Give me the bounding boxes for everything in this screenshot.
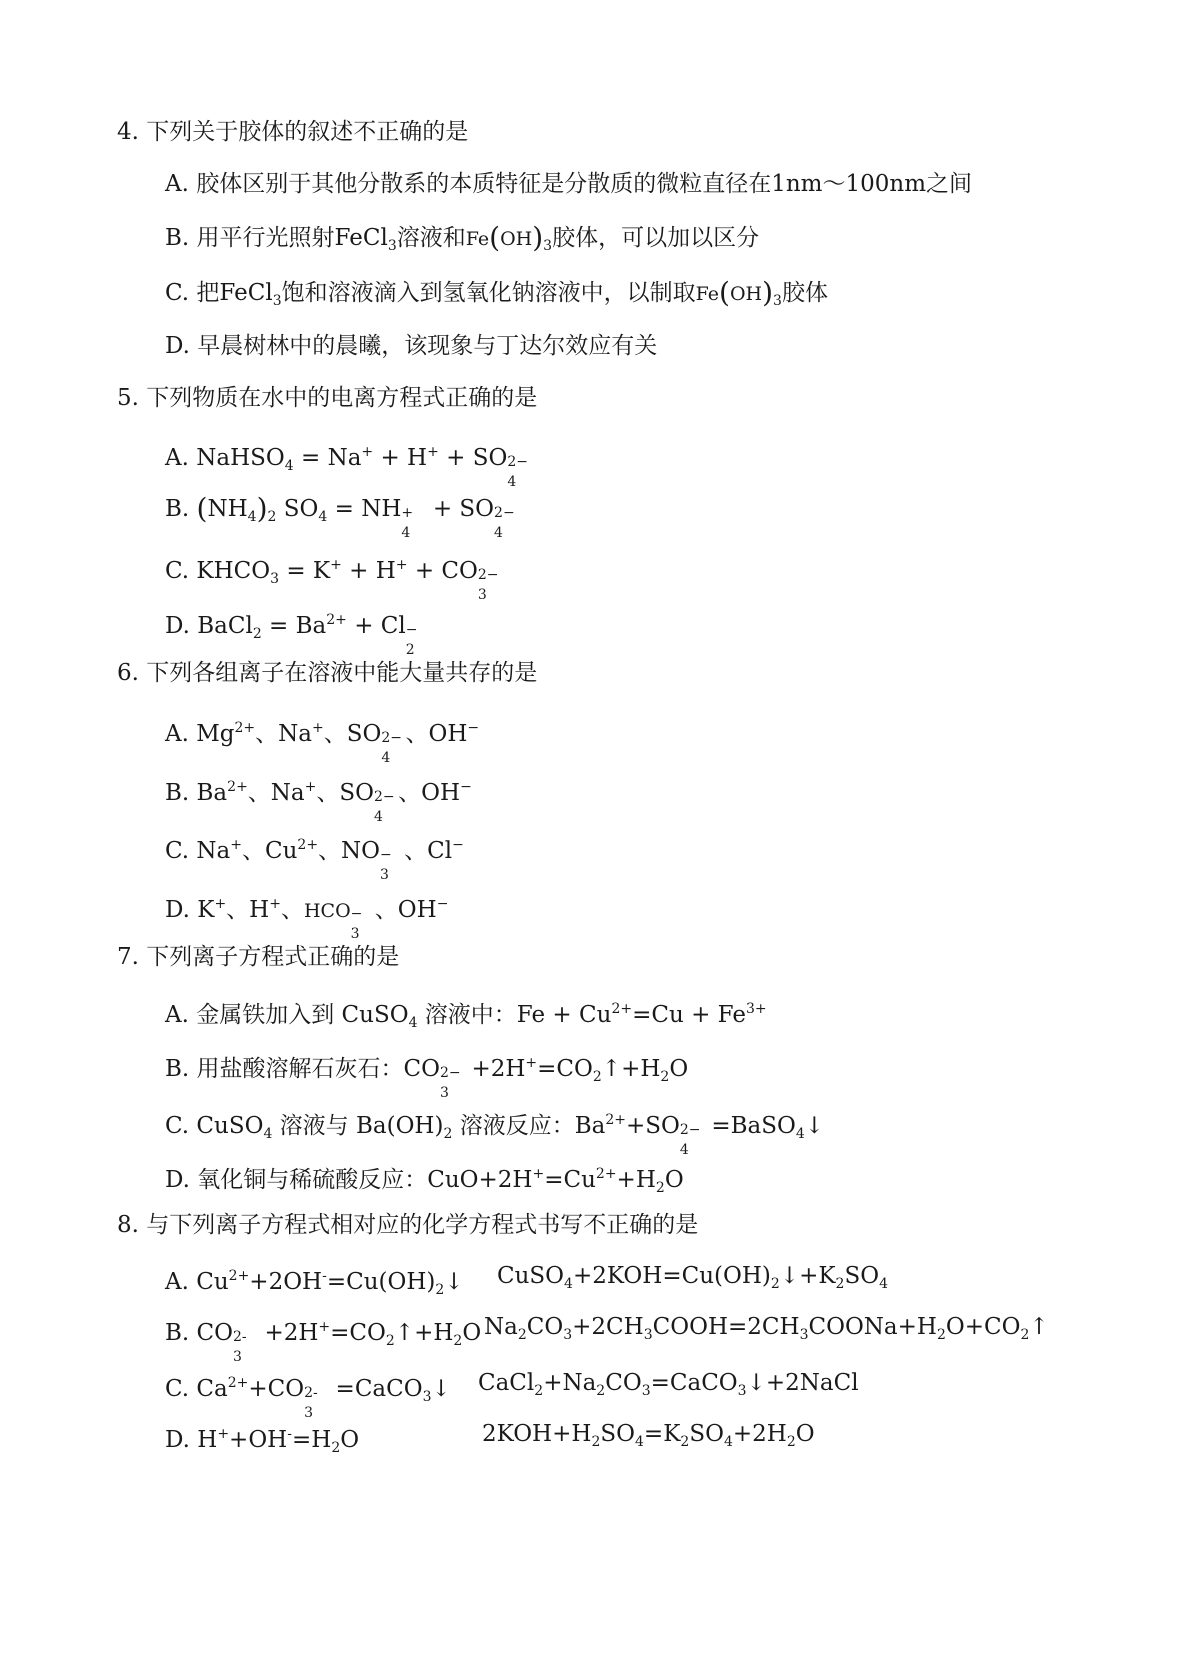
formula: CaCl [478,1370,535,1396]
ion: H [249,897,270,923]
q8-option-c-ionic [165,1367,451,1421]
option-text: 金属铁加入到 CuSO [196,1002,409,1028]
question-6-stem: 6. 下列各组离子在溶液中能大量共存的是 [117,660,538,686]
subscript: 4 [284,458,294,474]
formula: +2H [257,1320,319,1346]
subscript: 2 [443,1126,453,1142]
question-5-stem: 5. 下列物质在水中的电离方程式正确的是 [117,385,538,411]
option-label: C. [165,1376,190,1402]
option-text: 早晨树林中的晨曦，该现象与丁达尔效应有关 [197,333,658,359]
ion: Na [196,838,231,864]
subscript: 3 [477,587,487,603]
superscript: − [436,896,449,912]
subscript: 2 [252,626,262,642]
subscript: 4 [494,525,503,541]
option-text: 用平行光照射 [196,225,335,251]
formula: =H [291,1427,332,1453]
separator: 、 [247,780,271,806]
formula: + CO [407,558,478,584]
superscript: + [312,720,324,736]
formula: +2H [732,1421,787,1447]
option-text: 胶体区别于其他分散系的本质特征是分散质的微粒直径在1nm～100nm之间 [196,171,973,197]
subscript: 3 [643,1327,653,1343]
subscript: 2 [660,1069,670,1085]
superscript: + [214,896,227,912]
subscript: 3 [387,238,397,254]
superscript: 2− [477,567,499,583]
option-text: 用盐酸溶解石灰石： [196,1056,404,1082]
q4-option-b [165,222,759,262]
option-label: D. [165,1167,190,1193]
question-4-stem: 4. 下列关于胶体的叙述不正确的是 [117,119,469,145]
option-label: B. [165,1056,190,1082]
superscript: + [330,557,342,573]
option-text: 氧化铜与稀硫酸反应：CuO+2H [197,1167,533,1193]
subscript: 4 [263,1126,273,1142]
paren: ( [489,221,501,254]
q8-option-d-chemical [482,1418,815,1458]
subscript: 2 [435,1282,445,1298]
formula: ↓+K [779,1263,836,1289]
q6-option-b [165,771,472,825]
q7-option-b [165,1047,689,1101]
paren: ) [762,276,774,309]
subscript: 3 [350,926,360,942]
superscript: + [318,1319,331,1335]
formula: =CaCO [650,1370,738,1396]
superscript: + [217,1426,230,1442]
separator: 、 [323,721,347,747]
option-text: +H [616,1167,656,1193]
option-text: 溶液和 [396,225,466,251]
formula: O+CO [945,1314,1021,1340]
superscript: + [361,444,374,460]
formula: + H [341,558,396,584]
q6-option-d [165,888,449,942]
q8-option-c-chemical [478,1367,859,1407]
option-text: +2H [464,1056,526,1082]
option-label: B. [165,1320,190,1346]
superscript: 2+ [234,720,256,736]
ion: Na [270,780,305,806]
superscript: 2- [304,1385,318,1401]
q4-option-a [165,168,972,200]
subscript: 2 [405,642,415,658]
separator: 、 [241,838,265,864]
formula: Fe [465,228,490,250]
formula: +OH [229,1427,288,1453]
q5-option-d [165,604,430,658]
formula: FeCl [334,225,388,251]
subscript: 3 [233,1349,242,1365]
formula: BaCl [197,613,253,639]
ion: CO [403,1056,440,1082]
option-label: B. [165,780,190,806]
ion: SO [346,721,382,747]
option-label: D. [165,613,190,639]
q8-option-b-ionic [165,1311,482,1365]
subscript: 2 [592,1069,602,1085]
superscript: 2+ [611,1001,633,1017]
formula: SO [283,496,319,522]
formula: +2CH [572,1314,644,1340]
option-text: 溶液中：Fe + Cu [417,1002,612,1028]
formula: +2OH [249,1269,323,1295]
formula: CO [526,1314,564,1340]
subscript: 3 [563,1327,573,1343]
superscript: − [452,837,464,853]
ion: OH [421,780,461,806]
option-label: D. [165,897,190,923]
option-text: 饱和溶液滴入到氢氧化钠溶液中，以制取 [281,280,696,306]
formula: = K [279,558,331,584]
superscript: 3+ [745,1001,767,1017]
subscript: 3 [272,293,282,309]
separator: 、 [255,721,279,747]
superscript: − [350,906,363,922]
separator: 、 [374,897,398,923]
question-8-stem: 8. 与下列离子方程式相对应的化学方程式书写不正确的是 [117,1212,699,1238]
ion: Cu [264,838,298,864]
superscript: 2+ [228,1268,250,1284]
formula: Cu [196,1269,229,1295]
ion: SO [645,1113,680,1139]
separator: 、 [405,721,429,747]
option-label: A. [165,721,189,747]
subscript: 2 [786,1434,796,1450]
q5-option-a [165,436,531,490]
formula: O [340,1427,360,1453]
subscript: 2 [835,1276,845,1292]
paren: ( [719,276,730,309]
superscript: - [287,1426,292,1442]
q7-option-d [165,1158,684,1204]
subscript: 2 [385,1333,395,1349]
superscript: 2− [494,505,515,521]
ion: HCO [303,900,351,922]
formula: ↓ [444,1269,464,1295]
ion: Mg [196,721,235,747]
formula: O [795,1421,815,1447]
superscript: − [460,779,472,795]
separator: 、 [280,897,304,923]
ion: CO [196,1320,233,1346]
subscript: 2 [591,1434,601,1450]
formula: KHCO [196,558,271,584]
superscript: 2− [374,789,395,805]
option-label: D. [165,333,190,359]
subscript: 2 [770,1276,780,1292]
superscript: + [269,896,281,912]
superscript: 2+ [227,1375,249,1391]
option-text: ↑+H [601,1056,661,1082]
subscript: 2 [331,1440,341,1456]
formula: Ca [196,1376,228,1402]
subscript: 4 [635,1434,644,1450]
subscript: 4 [879,1276,889,1292]
formula: Fe [695,283,719,305]
formula: =K [643,1421,681,1447]
formula: NH [207,496,248,522]
ion: Ba [196,780,228,806]
superscript: + [427,444,439,460]
subscript: 3 [773,293,782,309]
option-text: ↓ [804,1113,825,1139]
subscript: 2 [517,1327,527,1343]
subscript: 2 [453,1333,463,1349]
subscript: 4 [408,1015,418,1031]
superscript: 2− [679,1122,701,1138]
subscript: 3 [799,1327,809,1343]
formula: SO [600,1421,635,1447]
option-label: B. [165,496,190,522]
option-text: 溶液反应：Ba [452,1113,606,1139]
ion: NO [341,838,381,864]
q8-option-a-ionic [165,1260,464,1306]
formula: ↓ [431,1376,451,1402]
option-text: 把 [196,280,220,306]
subscript: 3 [270,571,280,587]
q6-option-a [165,712,480,766]
option-label: B. [165,225,190,251]
separator: 、 [226,897,250,923]
formula: + SO [425,496,495,522]
formula: CuSO [497,1263,565,1289]
option-text: 溶液与 Ba(OH) [272,1113,444,1139]
formula: 2KOH+H [482,1421,592,1447]
formula: SO [689,1421,724,1447]
subscript: 3 [380,867,389,883]
superscript: + [525,1055,538,1071]
formula: ↑ [1029,1314,1049,1340]
formula: CO [605,1370,642,1396]
ion: CO [267,1376,305,1402]
option-label: C. [165,1113,190,1139]
ion: OH [397,897,437,923]
formula: COOH=2CH [652,1314,800,1340]
subscript: 3 [641,1383,651,1399]
superscript: 2− [440,1065,461,1081]
option-text: 胶体，可以加以区分 [552,225,760,251]
superscript: 2− [381,730,402,746]
ion: Na [278,721,312,747]
option-text: O [664,1167,684,1193]
subscript: 3 [440,1085,449,1101]
subscript: 2 [680,1434,690,1450]
option-label: C. [165,558,190,584]
superscript: 2+ [326,612,347,628]
superscript: + [304,779,317,795]
subscript: 3 [304,1405,314,1421]
subscript: 4 [318,509,328,525]
paren: ( [196,492,208,525]
formula: FeCl [219,280,273,306]
superscript: + [395,557,408,573]
formula: =CaCO [328,1376,423,1402]
q6-option-c [165,829,464,883]
option-text: =BaSO [704,1113,796,1139]
subscript: 3 [422,1389,432,1405]
formula: +2KOH=Cu(OH) [572,1263,771,1289]
superscript: 2− [507,454,528,470]
formula: + Cl [346,613,406,639]
q7-option-a [165,993,767,1039]
subscript: 2 [655,1180,665,1196]
subscript: 4 [507,474,517,490]
ion: SO [339,780,374,806]
superscript: 2+ [605,1112,626,1128]
separator: 、 [398,780,422,806]
option-label: D. [165,1427,190,1453]
option-label: A. [165,171,189,197]
subscript: 2 [267,509,277,525]
subscript: 4 [381,750,391,766]
formula: +Na [543,1370,597,1396]
subscript: 2 [534,1383,544,1399]
option-text: CuSO [196,1113,264,1139]
formula: O [462,1320,482,1346]
superscript: + [230,837,242,853]
formula: COONa+H [808,1314,937,1340]
superscript: 2+ [227,779,248,795]
option-text: =Cu [544,1167,596,1193]
superscript: − [467,720,480,736]
q4-option-c [165,277,828,317]
formula: + [248,1376,268,1402]
formula: ↓+2NaCl [746,1370,859,1396]
superscript: + [401,505,414,521]
question-7-stem: 7. 下列离子方程式正确的是 [117,944,400,970]
subscript: 2 [1020,1327,1030,1343]
formula: ↑+H [394,1320,454,1346]
formula: = Na [293,445,362,471]
superscript: - [322,1268,327,1284]
separator: 、 [316,780,340,806]
formula: = Ba [261,613,327,639]
paren: ) [532,221,544,254]
subscript: 4 [679,1142,689,1158]
superscript: 2+ [297,837,319,853]
option-label: A. [165,1269,189,1295]
option-label: A. [165,1002,189,1028]
subscript: 4 [795,1126,805,1142]
formula: = NH [327,496,402,522]
superscript: − [380,847,392,863]
subscript: 4 [247,509,257,525]
option-text: O [669,1056,689,1082]
formula: + H [373,445,428,471]
option-label: C. [165,838,190,864]
formula: NaHSO [196,445,285,471]
ion: Cl [427,838,453,864]
option-label: C. [165,280,190,306]
q8-option-b-chemical [484,1311,1049,1351]
superscript: 2+ [595,1166,617,1182]
option-text: =Cu + Fe [632,1002,746,1028]
subscript: 4 [401,525,411,541]
superscript: 2- [233,1329,247,1345]
subscript: 4 [374,809,383,825]
subscript: 3 [543,238,553,254]
q4-option-d [165,330,657,362]
paren: ) [256,492,268,525]
formula: OH [500,228,533,250]
ion: OH [428,721,468,747]
subscript: 2 [596,1383,606,1399]
formula: SO [844,1263,880,1289]
option-text: 胶体 [781,280,828,306]
separator: 、 [404,838,428,864]
option-label: A. [165,445,189,471]
subscript: 4 [723,1434,733,1450]
separator: 、 [318,838,342,864]
q5-option-c [165,549,502,603]
superscript: − [405,622,418,638]
ion: K [197,897,215,923]
subscript: 3 [737,1383,747,1399]
formula: =CO [330,1320,386,1346]
q5-option-b [165,492,518,541]
superscript: + [532,1166,545,1182]
q8-option-a-chemical [497,1260,888,1300]
formula: OH [729,283,763,305]
subscript: 4 [564,1276,573,1292]
formula: + SO [438,445,508,471]
subscript: 2 [936,1327,946,1343]
option-text: + [625,1113,646,1139]
formula: H [197,1427,218,1453]
formula: Na [484,1314,518,1340]
q7-option-c [165,1104,825,1158]
formula: =Cu(OH) [326,1269,436,1295]
option-text: =CO [537,1056,593,1082]
q8-option-d-ionic [165,1418,359,1464]
